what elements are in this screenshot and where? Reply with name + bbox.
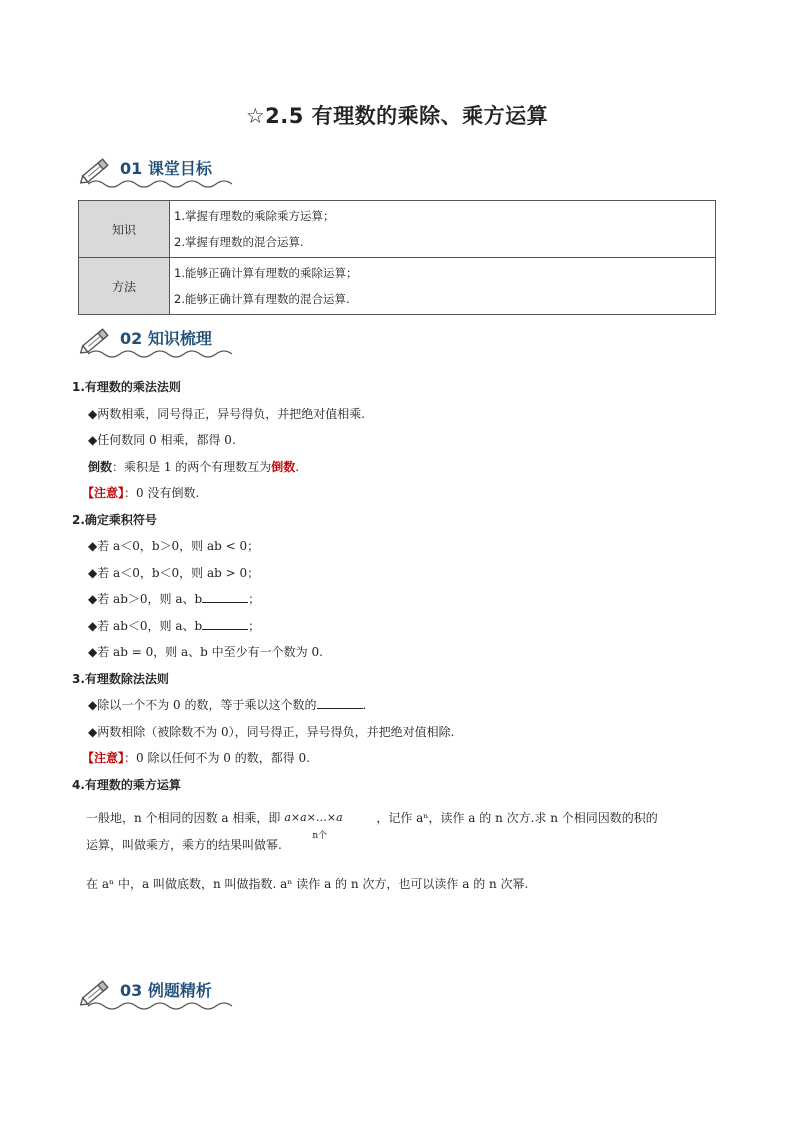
heading-sign: 2.确定乘积符号: [72, 512, 157, 527]
wave-underline: [88, 998, 238, 1012]
power-paragraph: 在 aⁿ 中，a 叫做底数，n 叫做指数. aⁿ 读作 a 的 n 次方，也可以读作 a 的 n 次幂.: [86, 876, 529, 891]
power-text: ，记作 aⁿ，读作 a 的 n 次方.求 n 个相同因数的积的: [376, 811, 658, 825]
section-title: 03 例题精析: [120, 981, 212, 1000]
rule-line: ◆两数相乘，同号得正，异号得负，并把绝对值相乘.: [88, 406, 366, 421]
note-line: [72, 480, 732, 507]
punct: ；: [248, 618, 261, 633]
heading-power: 4.有理数的乘方运算: [72, 777, 181, 792]
knowledge-content: [72, 374, 732, 897]
heading-division: 3.有理数除法法则: [72, 671, 169, 686]
note-text: ：0 除以任何不为 0 的数，都得 0.: [124, 751, 310, 765]
wave-underline: [88, 176, 238, 190]
note-text: ：0 没有倒数.: [124, 486, 200, 500]
punct: .: [362, 698, 367, 712]
product-formula: [280, 808, 376, 841]
goal-body: [170, 201, 716, 258]
heading-multiplication: 1.有理数的乘法法则: [72, 380, 181, 394]
punct: ；: [248, 592, 261, 606]
rule-line: ◆若 ab = 0，则 a、b 中至少有一个数为 0.: [88, 645, 323, 659]
note-line: [72, 745, 732, 772]
goal-line: 1.掌握有理数的乘除乘方运算；: [174, 209, 335, 223]
table-row: [79, 201, 716, 258]
rule-line: ◆任何数同 0 相乘，都得 0.: [88, 433, 236, 447]
section-title: 02 知识梳理: [120, 329, 212, 348]
section-header-examples: [76, 972, 276, 1012]
formula-top: a×a×…×a: [284, 810, 343, 824]
note-label: 【注意】: [82, 486, 125, 500]
page-title: ☆2.5 有理数的乘除、乘方运算: [245, 104, 549, 128]
section-title: 01 课堂目标: [120, 159, 212, 178]
goal-head: 知识: [79, 201, 170, 258]
rule-line: [72, 613, 732, 640]
rule-text: ◆若 ab＜0，则 a、b: [88, 618, 203, 633]
section-header-knowledge: [76, 320, 276, 360]
rule-line: [72, 692, 732, 719]
formula-bottom: n个: [312, 830, 328, 841]
rule-text: ◆若 ab＞0，则 a、b: [88, 592, 203, 606]
goal-body: [170, 258, 716, 315]
punct: .: [295, 459, 300, 474]
power-paragraph: 运算，叫做乘方，乘方的结果叫做幂.: [86, 838, 282, 852]
reciprocal-word: 倒数: [271, 459, 296, 474]
rule-line: ◆两数相除（被除数不为 0），同号得正，异号得负，并把绝对值相除.: [88, 724, 455, 739]
rule-line: ◆若 a＜0，b＞0，则 ab < 0；: [88, 539, 260, 553]
power-text: 一般地，n 个相同的因数 a 相乘，即: [86, 811, 281, 825]
note-label: 【注意】: [82, 751, 125, 765]
rule-line: ◆若 a＜0，b＜0，则 ab > 0；: [88, 565, 260, 580]
goal-line: 1.能够正确计算有理数的乘除运算；: [174, 266, 358, 280]
goals-table: [78, 200, 716, 315]
rule-line: [72, 586, 732, 613]
reciprocal-line: [72, 454, 732, 481]
reciprocal-text: ：乘积是 1 的两个有理数互为: [112, 459, 272, 474]
goal-line: 2.能够正确计算有理数的混合运算.: [174, 292, 350, 306]
goal-line: 2.掌握有理数的混合运算.: [174, 235, 304, 249]
fill-blank: [317, 696, 363, 709]
reciprocal-label: 倒数: [88, 459, 113, 474]
goal-head: 方法: [79, 258, 170, 315]
fill-blank: [202, 590, 248, 603]
fill-blank: [202, 617, 248, 630]
wave-underline: [88, 346, 238, 360]
table-row: [79, 258, 716, 315]
section-header-goals: [76, 150, 276, 190]
rule-text: ◆除以一个不为 0 的数，等于乘以这个数的: [88, 698, 317, 712]
